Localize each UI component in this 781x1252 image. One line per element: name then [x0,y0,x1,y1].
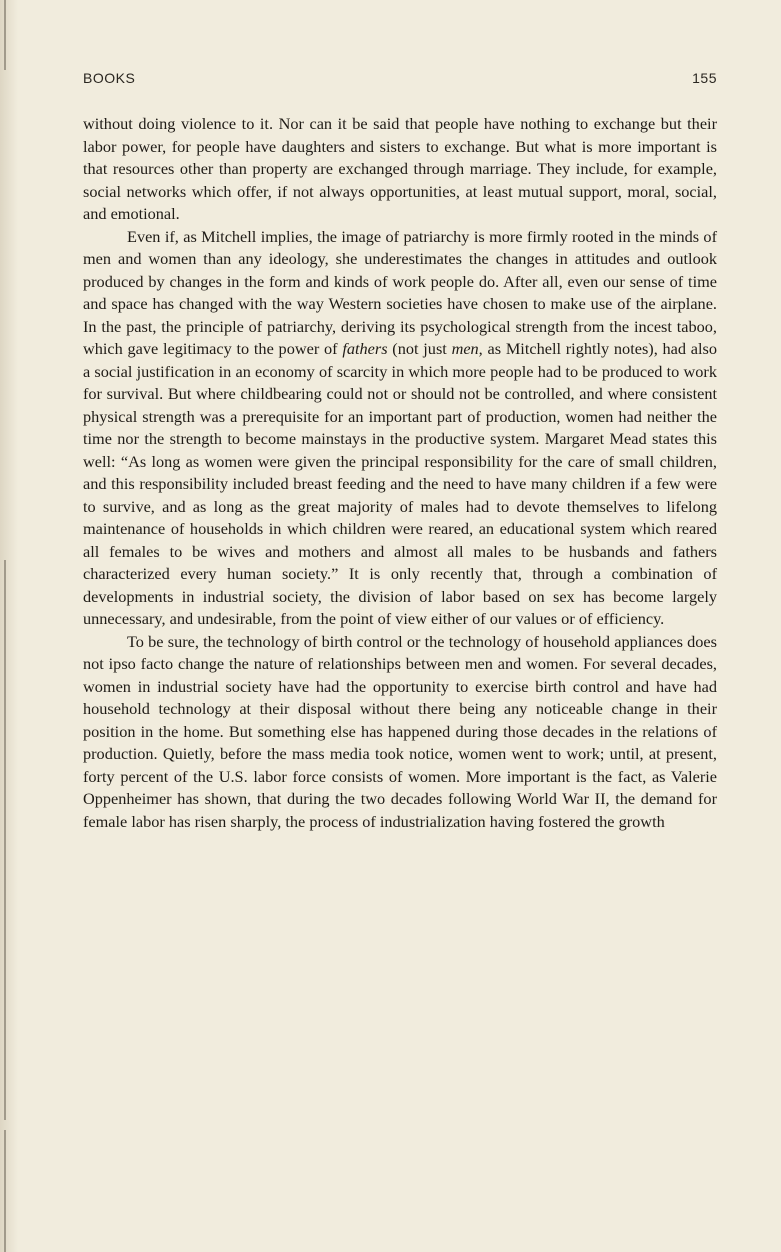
body-text [83,113,717,833]
text-segment: (not just [387,339,452,358]
scan-binding-edge [0,0,18,1252]
binding-shadow-line [4,0,6,70]
paragraph-2 [83,226,717,631]
page-number: 155 [692,70,717,86]
paragraph-3 [83,631,717,834]
binding-shadow-line [4,560,6,1120]
text-segment: Even if, as Mitchell implies, the image of patriarchy is more firmly rooted in the minds of men and women than any ideology, she underestimates the changes in attitudes and outlook produced by changes in the form and kinds of work people do. After all, even our sense of time and space has changed with the way Western societies have chosen to make use of the airplane. In the past, the principle of patriarchy, deriving its psychological strength from the incest taboo, which gave legitimacy to the power of [83,226,717,358]
paragraph-1 [83,113,717,226]
text-segment: To be sure, the technology of birth control or the technology of household appliances does not ipso facto change the nature of relationships between men and women. For several decades, women in industrial society have had the opportunity to exercise birth control and have had household technology at their disposal without there being any noticeable change in their position in the home. But something else has happened during those decades in the relations of production. Quietly, before the mass media took notice, women went to work; until, at present, forty percent of the U.S. labor force consists of women. More important is the fact, as Valerie Oppenheimer has shown, that during the two decades following World War II, the demand for female labor has risen sharply, the process of industrialization having fostered the growth [83,631,717,831]
book-page [83,70,717,833]
binding-shadow-line [4,1130,6,1252]
running-head [83,70,717,94]
section-title: BOOKS [83,70,136,86]
text-segment: as Mitchell rightly notes), had also a social justification in an economy of scarcity in which more people had to be produced to work for survival. But where childbearing could not or should not be controlled, and where consistent physical strength was a prerequisite for an important part of production, women had neither the time nor the strength to become mainstays in the productive system. Margaret Mead states this well: “As long as women were given the principal responsibility for the care of small children, and this responsibility included breast feeding and the need to have many children if a few were to survive, and as long as the great majority of males had to devote themselves to lifelong maintenance of households in which children were reared, an educational system which reared all females to be wives and mothers and almost all males to be husbands and fathers characterized every human society.” It is only recently that, through a combination of developments in industrial society, the division of labor based on sex has become largely unnecessary, and undesirable, from the point of view either of our values or of efficiency. [83,339,718,628]
italic-men: men, [451,339,483,358]
text-segment: without doing violence to it. Nor can it be said that people have nothing to exchange but their labor power, for people have daughters and sisters to exchange. But what is more important is that resources other than property are exchanged through marriage. They include, for example, social networks which offer, if not always opportunities, at least mutual support, moral, social, and emotional. [83,114,717,223]
italic-fathers: fathers [342,339,388,358]
